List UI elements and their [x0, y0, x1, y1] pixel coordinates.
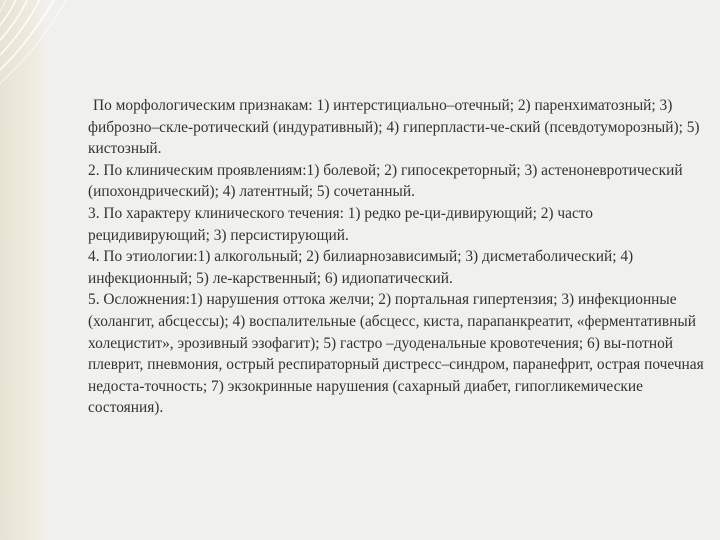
- paragraph-complications: 5. Осложнения:1) нарушения оттока желчи; 2) портальная гипертензия; 3) инфекционные (холангит, абсцессы); 4) воспалительные (абсцесс, киста, парапанкреатит, «ферментативный холецистит», эрозивный эзофагит); 5) гастро –дуоденальные кровотечения; 6) вы-потной плеврит, пневмония, острый респираторный дистресс–синдром, паранефрит, острая почечная недоста-точность; 7) экзокринные нарушения (сахарный диабет, гипогликемические состояния).: [88, 291, 704, 417]
- slide-body-text: [88, 95, 710, 419]
- paragraph-etiology: 4. По этиологии:1) алкогольный; 2) билиарнозависимый; 3) дисметаболический; 4) инфекционный; 5) ле-карственный; 6) идиопатический.: [88, 248, 634, 287]
- paragraph-clinical-course: 3. По характеру клинического течения: 1) редко ре-ци-дивирующий; 2) часто рецидивирующий; 3) персистирующий.: [88, 204, 594, 244]
- paragraph-clinical-manifestations: 2. По клиническим проявлениям:1) болевой; 2) гипосекреторный; 3) астеноневротический (ипохондрический); 4) латентный; 5) сочетанный.: [88, 161, 683, 201]
- decorative-corner-arcs: [0, 0, 120, 110]
- paragraph-morphology: По морфологическим признакам: 1) интерстициально–отечный; 2) паренхиматозный; 3) фиброзно–скле-ротический (индуративный); 4) гиперпласти-че-ский (псевдотуморозный); 5) кистозный.: [88, 97, 700, 158]
